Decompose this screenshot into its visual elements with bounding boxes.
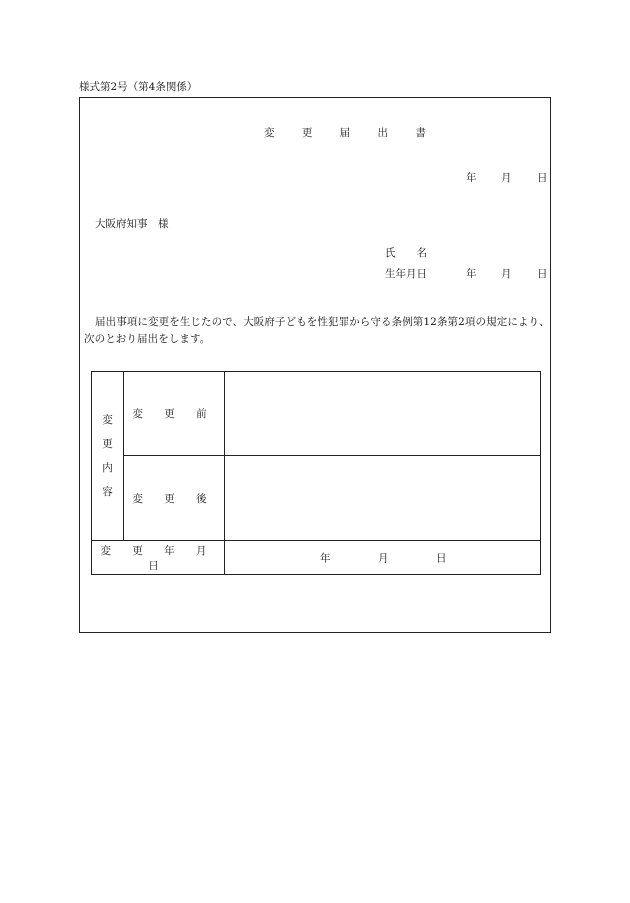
name-label: 氏 名 <box>385 247 427 259</box>
before-label: 変 更 前 <box>124 372 225 456</box>
birth-year: 年 <box>466 268 477 280</box>
header-date-month: 月 <box>501 172 512 184</box>
header-date-year: 年 <box>466 172 477 184</box>
birth-month: 月 <box>501 268 512 280</box>
form-title: 変 更 届 出 書 <box>264 127 438 139</box>
body-paragraph: 届出事項に変更を生じたので、大阪府子どもを性犯罪から守る条例第12条第2項の規定により、次のとおり届出をします。 <box>84 316 550 345</box>
change-date-year: 年 <box>320 552 331 564</box>
after-value-cell[interactable] <box>225 456 541 541</box>
change-date-cell[interactable] <box>225 541 541 575</box>
form-number-label: 様式第2号（第4条関係） <box>79 81 198 93</box>
change-date-month: 月 <box>378 552 389 564</box>
before-value-cell[interactable] <box>225 372 541 456</box>
after-label: 変 更 後 <box>124 456 225 541</box>
change-date-label: 変 更 年 月 日 <box>92 541 225 575</box>
addressee: 大阪府知事 様 <box>95 218 169 230</box>
birth-day: 日 <box>537 268 548 280</box>
change-date-day: 日 <box>436 552 447 564</box>
birthdate-label: 生年月日 <box>385 268 427 280</box>
change-table <box>91 371 541 575</box>
change-content-group-label: 変更内容 <box>92 372 124 541</box>
header-date-day: 日 <box>537 172 548 184</box>
